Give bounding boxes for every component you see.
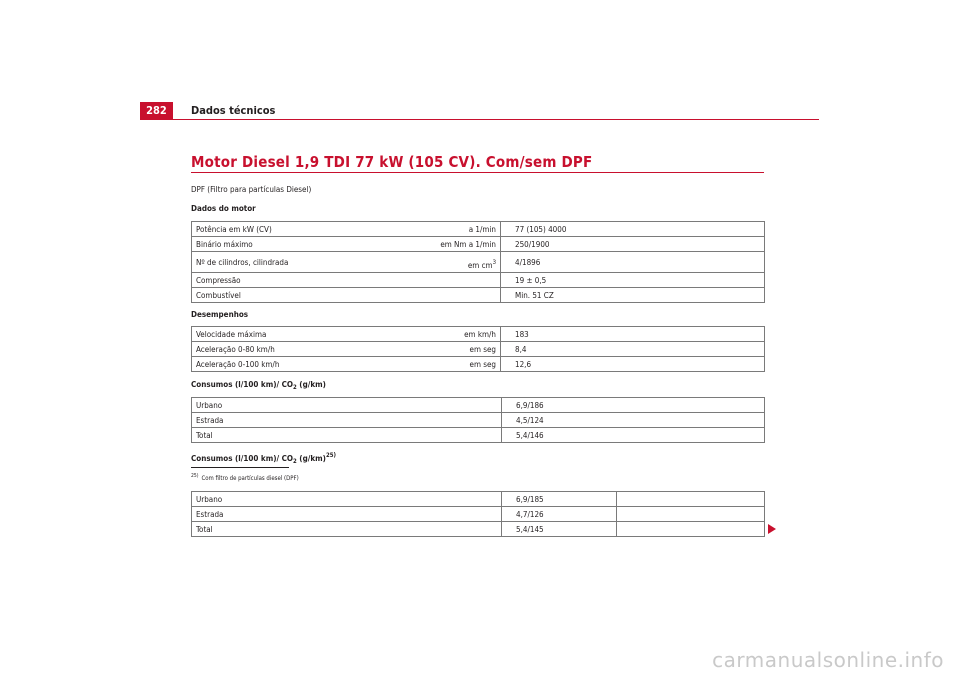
table-row — [192, 252, 765, 273]
row-unit — [402, 288, 501, 303]
heading-text: Consumos (l/100 km)/ CO — [191, 380, 294, 389]
table-row — [192, 222, 765, 237]
row-unit: em seg — [402, 342, 501, 357]
row-unit: em km/h — [402, 327, 501, 342]
footnote-number: 25) — [191, 473, 199, 479]
row-value: 4/1896 — [501, 252, 765, 273]
table-row — [192, 237, 765, 252]
empty-cell — [617, 507, 765, 522]
row-label: Urbano — [192, 398, 502, 413]
consumption-dpf-table — [191, 491, 765, 537]
row-unit — [402, 273, 501, 288]
unit-superscript: 3 — [492, 259, 496, 266]
row-label: Total — [192, 428, 502, 443]
consumption-heading — [191, 380, 326, 391]
row-value: 19 ± 0,5 — [501, 273, 765, 288]
row-label: Estrada — [192, 413, 502, 428]
row-value: 4,5/124 — [502, 413, 765, 428]
row-value: 77 (105) 4000 — [501, 222, 765, 237]
page-heading: Motor Diesel 1,9 TDI 77 kW (105 CV). Com/sem DPF — [191, 153, 593, 171]
table-row — [192, 522, 765, 537]
consumption-table — [191, 397, 765, 443]
performance-heading: Desempenhos — [191, 310, 249, 319]
row-value: 183 — [501, 327, 765, 342]
row-label: Compressão — [192, 273, 403, 288]
row-label: Nº de cilindros, cilindrada — [192, 252, 403, 273]
table-row — [192, 398, 765, 413]
header-rule — [140, 119, 819, 120]
footnote-text: Com filtro de partículas diesel (DPF) — [201, 475, 299, 482]
table-row — [192, 342, 765, 357]
empty-cell — [617, 492, 765, 507]
heading-text: (g/km) — [296, 380, 326, 389]
row-value: 6,9/186 — [502, 398, 765, 413]
footnote-marker: 25) — [325, 452, 336, 459]
heading-text: Consumos (l/100 km)/ CO — [191, 454, 294, 463]
subscript: 2 — [293, 384, 297, 391]
performance-table — [191, 326, 765, 372]
empty-cell — [617, 522, 765, 537]
section-title: Dados técnicos — [191, 104, 276, 117]
continue-arrow-icon — [768, 524, 776, 534]
row-label: Urbano — [192, 492, 502, 507]
row-unit — [402, 252, 501, 273]
table-row — [192, 273, 765, 288]
table-row — [192, 413, 765, 428]
subscript: 2 — [293, 458, 297, 465]
row-value: 6,9/185 — [502, 492, 617, 507]
footnote — [191, 473, 299, 482]
row-value: 250/1900 — [501, 237, 765, 252]
row-value: Min. 51 CZ — [501, 288, 765, 303]
page-number: 282 — [140, 102, 173, 119]
row-label: Velocidade máxima — [192, 327, 403, 342]
row-value: 5,4/146 — [502, 428, 765, 443]
table-row — [192, 507, 765, 522]
row-label: Potência em kW (CV) — [192, 222, 403, 237]
engine-table — [191, 221, 765, 303]
row-unit: a 1/min — [402, 222, 501, 237]
row-unit: em seg — [402, 357, 501, 372]
row-label: Aceleração 0-100 km/h — [192, 357, 403, 372]
table-row — [192, 357, 765, 372]
dpf-note: DPF (Filtro para partículas Diesel) — [191, 185, 312, 194]
table-row — [192, 288, 765, 303]
table-row — [192, 492, 765, 507]
row-unit: em Nm a 1/min — [402, 237, 501, 252]
heading-rule — [191, 172, 764, 173]
row-label: Aceleração 0-80 km/h — [192, 342, 403, 357]
watermark: carmanualsonline.info — [712, 648, 944, 672]
row-label: Total — [192, 522, 502, 537]
heading-text: (g/km) — [296, 454, 326, 463]
row-value: 8,4 — [501, 342, 765, 357]
engine-heading: Dados do motor — [191, 204, 256, 213]
consumption-dpf-heading — [191, 452, 336, 465]
unit-text: em cm — [467, 261, 493, 270]
footnote-rule — [191, 467, 289, 468]
table-row — [192, 428, 765, 443]
row-label: Binário máximo — [192, 237, 403, 252]
row-value: 12,6 — [501, 357, 765, 372]
row-label: Estrada — [192, 507, 502, 522]
row-value: 4,7/126 — [502, 507, 617, 522]
row-value: 5,4/145 — [502, 522, 617, 537]
row-label: Combustível — [192, 288, 403, 303]
table-row — [192, 327, 765, 342]
